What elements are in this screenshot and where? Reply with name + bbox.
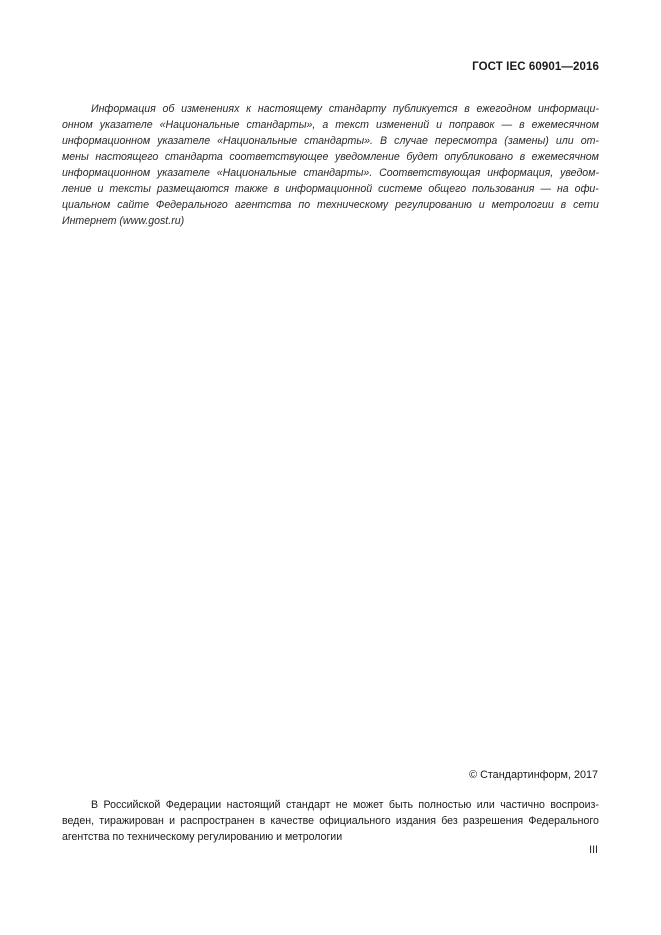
info-line: циальном сайте Федерального агентства по техническому регулированию и метрологии в сети xyxy=(62,199,599,211)
info-line: информационном указателе «Национальные стандарты». Соответствующая информация, уведом- xyxy=(62,167,599,179)
info-paragraph xyxy=(62,101,599,229)
info-line: мены настоящего стандарта соответствующее уведомление будет опубликовано в ежемесячном xyxy=(62,151,599,163)
notice-line: агентства по техническому регулированию и метрологии xyxy=(62,831,343,843)
notice-line: веден, тиражирован и распространен в качестве официального издания без разрешения Федерального xyxy=(62,815,599,827)
info-line: онном указателе «Национальные стандарты», а текст изменений и поправок — в ежемесячном xyxy=(62,119,599,131)
notice-line: В Российской Федерации настоящий стандарт не может быть полностью или частично воспроиз- xyxy=(91,799,599,811)
info-line: информационном указателе «Национальные стандарты». В случае пересмотра (замены) или от- xyxy=(62,135,599,147)
reproduction-notice xyxy=(62,797,599,845)
info-line: Информация об изменениях к настоящему стандарту публикуется в ежегодном информаци- xyxy=(91,103,599,115)
info-line: Интернет (www.gost.ru) xyxy=(62,215,185,227)
document-code: ГОСТ IEC 60901—2016 xyxy=(472,61,599,73)
info-line: ление и тексты размещаются также в информационной системе общего пользования — на офи- xyxy=(62,183,599,195)
copyright-notice: © Стандартинформ, 2017 xyxy=(469,769,598,781)
page-number: III xyxy=(589,844,598,856)
